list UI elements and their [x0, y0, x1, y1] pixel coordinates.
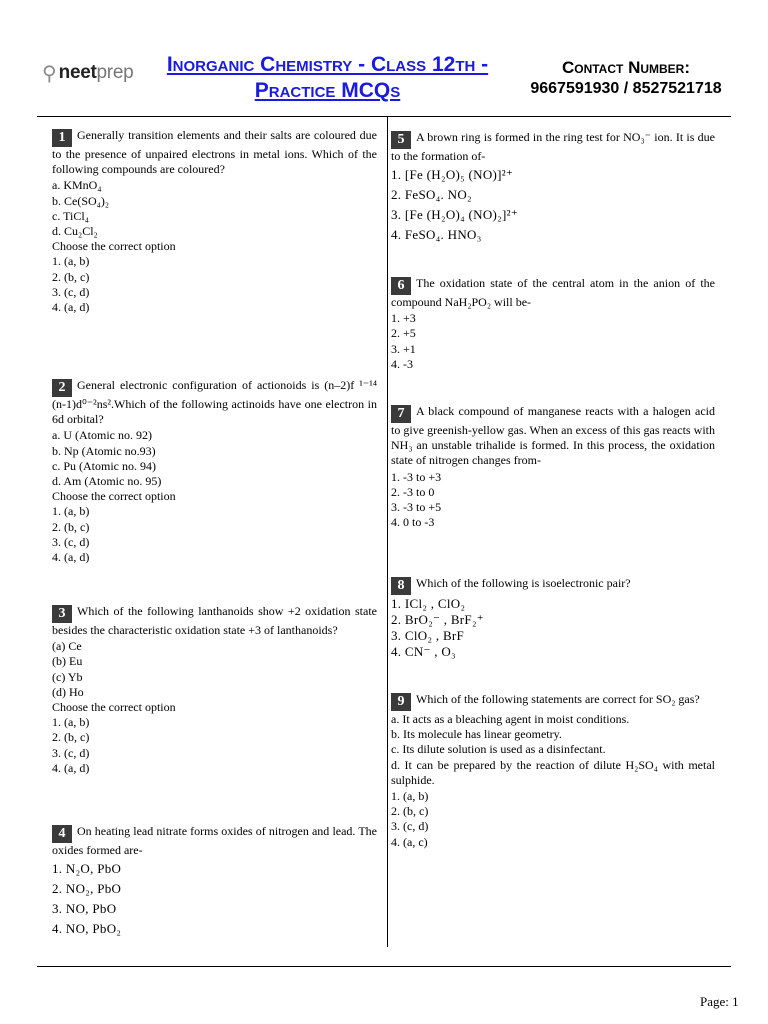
choice-1: 1. (a, b): [52, 254, 90, 269]
option-c: (c) Yb: [52, 669, 83, 684]
option-d: d. Am (Atomic no. 95): [52, 474, 162, 489]
choice-2: 2. +5: [391, 326, 416, 341]
choice-1: 1. ICl₂ , ClO₂: [391, 596, 466, 611]
choice-2: 2. BrO₂⁻ , BrF₂⁺: [391, 612, 484, 627]
question-number: 4: [52, 825, 72, 843]
question-text: Which of the following lanthanoids show +2 oxidation state besides the characteristic oxidation state +3 of lanthanoids?: [52, 604, 377, 637]
question-number: 5: [391, 131, 411, 149]
choice-3: 3. (c, d): [391, 819, 429, 834]
option-b: b. Np (Atomic no.93): [52, 443, 156, 458]
choice-1: 1. (a, b): [52, 504, 90, 519]
question-8: [391, 576, 715, 660]
option-d: (d) Ho: [52, 684, 84, 699]
question-text: A black compound of manganese reacts with a halogen acid to give greenish-yellow gas. When an excess of this gas reacts with NH₃ an unstable trihalide is formed. In this process, the oxidation state of nitrogen changes from-: [391, 404, 715, 468]
choice-3: 3. ClO₂ , BrF: [391, 628, 465, 643]
logo-word-prep: prep: [96, 62, 134, 83]
choice-3: 3. -3 to +5: [391, 500, 442, 515]
choice-2: 2. FeSO₄. NO₂: [391, 187, 472, 203]
choice-1: 1. (a, b): [52, 715, 90, 730]
question-number: 7: [391, 405, 411, 423]
question-text: Which of the following is isoelectronic pair?: [416, 576, 631, 590]
choice-3: 3. (c, d): [52, 745, 90, 760]
logo-word-neet: neet: [58, 62, 97, 83]
contact-label: Contact Number:: [561, 58, 691, 77]
choice-1: 1. -3 to +3: [391, 469, 442, 484]
option-b: (b) Eu: [52, 654, 83, 669]
choice-2: 2. (b, c): [52, 269, 90, 284]
question-1: [52, 128, 377, 315]
question-text: General electronic configuration of actionoids is (n–2)f ¹⁻¹⁴ (n-1)d⁰⁻²ns².Which of the following actinoids have one electron in 6d orbital?: [52, 378, 377, 427]
option-b: b. Its molecule has linear geometry.: [391, 727, 562, 742]
choice-1: 1. N₂O, PbO: [52, 861, 122, 877]
question-text: On heating lead nitrate forms oxides of nitrogen and lead. The oxides formed are-: [52, 824, 377, 857]
option-d: d. Cu₂Cl₂: [52, 224, 98, 239]
choice-2: 2. (b, c): [391, 804, 429, 819]
question-2: [52, 378, 377, 565]
header-divider: [37, 116, 731, 117]
page-header: [0, 0, 768, 118]
choice-4: 4. (a, c): [391, 834, 428, 849]
footer-divider: [37, 966, 731, 967]
option-c: c. Pu (Atomic no. 94): [52, 458, 156, 473]
choice-2: 2. -3 to 0: [391, 484, 435, 499]
option-a: a. U (Atomic no. 92): [52, 428, 152, 443]
contact-block: [506, 57, 746, 99]
page-title: Inorganic Chemistry - Class 12th - Practice MCQs: [166, 53, 489, 102]
choice-2: 2. (b, c): [52, 730, 90, 745]
choice-2: 2. NO₂, PbO: [52, 881, 122, 897]
logo-person-icon: ⚲: [42, 61, 57, 85]
question-number: 3: [52, 605, 72, 623]
question-text: The oxidation state of the central atom in the anion of the compound NaH₂PO₂ will be-: [391, 276, 715, 309]
contact-numbers: 9667591930 / 8527521718: [530, 80, 722, 97]
choice-2: 2. (b, c): [52, 519, 90, 534]
choice-3: 3. NO, PbO: [52, 901, 117, 917]
choice-3: 3. (c, d): [52, 534, 90, 549]
choice-1: 1. (a, b): [391, 789, 429, 804]
choice-3: 3. [Fe (H₂O)₄ (NO)₂]²⁺: [391, 207, 518, 223]
question-number: 2: [52, 379, 72, 397]
option-c: c. Its dilute solution is used as a disinfectant.: [391, 742, 606, 757]
question-text: Which of the following statements are correct for SO₂ gas?: [416, 692, 700, 706]
choice-1: 1. [Fe (H₂O)₅ (NO)]²⁺: [391, 167, 514, 183]
question-7: [391, 404, 715, 530]
option-d: d. It can be prepared by the reaction of dilute H₂SO₄ with metal sulphide.: [391, 757, 715, 787]
neetprep-logo: [42, 62, 133, 84]
choose-prompt: Choose the correct option: [52, 239, 176, 254]
column-divider: [387, 117, 388, 947]
option-c: c. TiCl₄: [52, 208, 89, 223]
choice-4: 4. FeSO₄. HNO₃: [391, 227, 482, 243]
choose-prompt: Choose the correct option: [52, 489, 176, 504]
choice-4: 4. (a, d): [52, 760, 90, 775]
question-3: [52, 604, 377, 776]
question-number: 9: [391, 693, 411, 711]
question-6: [391, 276, 715, 372]
choice-4: 4. 0 to -3: [391, 515, 435, 530]
option-a: a. It acts as a bleaching agent in moist conditions.: [391, 712, 630, 726]
option-a: a. KMnO₄: [52, 178, 102, 193]
question-9: [391, 692, 715, 850]
question-number: 6: [391, 277, 411, 295]
question-number: 1: [52, 129, 72, 147]
choice-4: 4. (a, d): [52, 550, 90, 565]
choice-3: 3. (c, d): [52, 284, 90, 299]
page-number: Page: 1: [700, 994, 739, 1009]
choose-prompt: Choose the correct option: [52, 700, 176, 715]
choice-4: 4. CN⁻ , O₃: [391, 644, 456, 659]
choice-4: 4. NO, PbO₂: [52, 921, 122, 937]
choice-3: 3. +1: [391, 341, 416, 356]
question-text: Generally transition elements and their salts are coloured due to the presence of unpaired electrons in metal ions. Which of the following compounds are coloured?: [52, 128, 377, 177]
question-5: [391, 130, 715, 245]
choice-1: 1. +3: [391, 311, 416, 326]
question-text: A brown ring is formed in the ring test for NO₃⁻ ion. It is due to the formation of-: [391, 130, 715, 163]
choice-4: 4. -3: [391, 356, 413, 371]
question-4: [52, 824, 377, 939]
choice-4: 4. (a, d): [52, 300, 90, 315]
question-number: 8: [391, 577, 411, 595]
option-a: (a) Ce: [52, 639, 82, 654]
option-b: b. Ce(SO₄)₂: [52, 193, 110, 208]
